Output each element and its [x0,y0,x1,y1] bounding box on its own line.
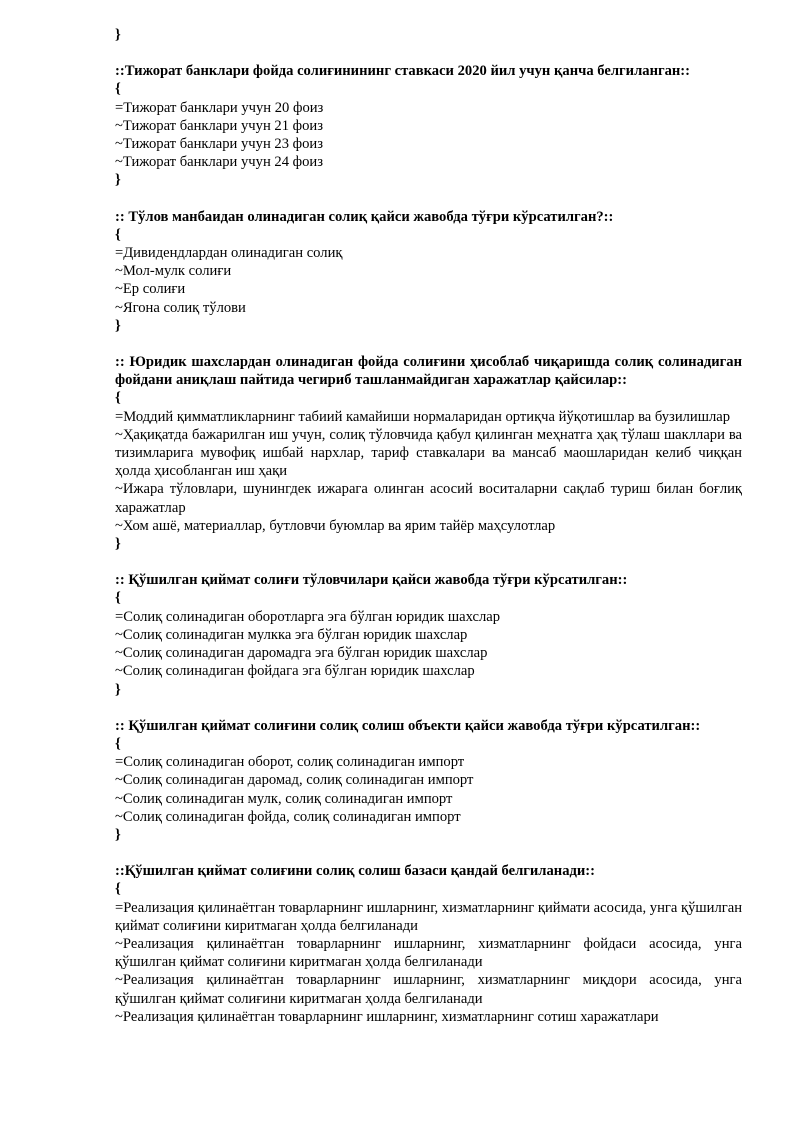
answer-option: ~Солиқ солинадиган мулк, солиқ солинадиган импорт [115,790,453,807]
answer-option: ~Тижорат банклари учун 24 фоиз [115,154,323,171]
answer-option: ~Тижорат банклари учун 23 фоиз [115,136,323,153]
question-block [115,208,742,335]
opening-brace: { [115,390,121,407]
answer-option: =Дивидендлардан олинадиган солиқ [115,245,343,262]
answer-option: ~Солиқ солинадиган фойда, солиқ солинадиган импорт [115,808,461,825]
question-block [115,62,742,189]
answer-option: ~Тижорат банклари учун 21 фоиз [115,117,323,134]
opening-brace: { [115,590,121,607]
opening-brace: { [115,81,121,98]
answer-option: ~Солиқ солинадиган даромад, солиқ солинадиган импорт [115,772,474,789]
answer-option: =Тижорат банклари учун 20 фоиз [115,99,324,116]
question-block [115,717,742,844]
answer-option: ~Реализация қилинаётган товарларнинг ишларнинг, хизматларнинг сотиш харажатлари [115,1008,659,1025]
answer-option: ~Ижара тўловлари, шунингдек ижарага олинган асосий воситаларни сақлаб туриш билан боғлиқ харажатлар [115,481,742,516]
answer-option: ~Мол-мулк солиғи [115,263,232,280]
opening-brace: { [115,735,121,752]
answer-option: ~Реализация қилинаётган товарларнинг ишларнинг, хизматларнинг миқдори асосида, унга қўшилган қиймат солиғини киритмаган ҳолда белгиланади [115,972,742,1007]
answer-option: =Солиқ солинадиган оборот, солиқ солинадиган импорт [115,754,465,771]
question-text: :: Қўшилган қиймат солиғини солиқ солиш объекти қайси жавобда тўғри кўрсатилган:: [115,717,701,734]
question-block [115,571,742,698]
question-block [115,862,742,1026]
question-text: ::Тижорат банклари фойда солиғинининг ставкаси 2020 йил учун қанча белгиланган:: [115,63,691,80]
question-text: :: Тўлов манбаидан олинадиган солиқ қайси жавобда тўғри кўрсатилган?:: [115,208,614,225]
answer-option: ~Ер солиғи [115,281,186,298]
answer-option: ~Ҳақиқатда бажарилган иш учун, солиқ тўловчида қабул қилинган меҳнатга ҳақ тўлаш шакллари ва тизимларига мувофиқ ишбай нархлар, тариф ставкалари ва мансаб маошларидан келиб чиққан ҳолда ҳисобланган иш ҳақи [115,426,742,480]
answer-option: ~Солиқ солинадиган фойдага эга бўлган юридик шахслар [115,663,475,680]
opening-brace: { [115,226,121,243]
closing-brace: } [115,826,121,843]
document-page [115,26,742,1026]
opening-brace: { [115,881,121,898]
question-block [115,353,742,553]
answer-option: ~Реализация қилинаётган товарларнинг ишларнинг, хизматларнинг фойдаси асосида, унга қўшилган қиймат солиғини киритмаган ҳолда белгиланади [115,935,742,971]
answer-option: ~Ягона солиқ тўлови [115,299,246,316]
answer-option: ~Солиқ солинадиган даромадга эга бўлган юридик шахслар [115,645,488,662]
answer-option: =Моддий қимматликларнинг табиий камайиши нормаларидан ортиқча йўқотишлар ва бузилишлар [115,408,731,425]
question-text: :: Қўшилган қиймат солиғи тўловчилари қайси жавобда тўғри кўрсатилган:: [115,572,628,589]
answer-option: ~Солиқ солинадиган мулкка эга бўлган юридик шахслар [115,626,468,643]
question-text: ::Қўшилган қиймат солиғини солиқ солиш базаси қандай белгиланади:: [115,863,596,880]
answer-option: =Реализация қилинаётган товарларнинг ишларнинг, хизматларнинг қиймати асосида, унга қўшилган қиймат солиғини киритмаган ҳолда белгиланади [115,899,742,934]
closing-brace: } [115,27,121,43]
closing-brace: } [115,536,121,553]
answer-option: =Солиқ солинадиган оборотларга эга бўлган юридик шахслар [115,608,501,625]
answer-option: ~Хом ашё, материаллар, бутловчи буюмлар ва ярим тайёр маҳсулотлар [115,517,556,534]
closing-brace: } [115,172,121,189]
closing-brace: } [115,681,121,698]
question-text: :: Юридик шахслардан олинадиган фойда солиғини ҳисоблаб чиқаришда солиқ солинадиган фойдани аниқлаш пайтида чегириб ташланмайдиган харажатлар қайсилар:: [115,354,742,389]
closing-brace: } [115,317,121,334]
